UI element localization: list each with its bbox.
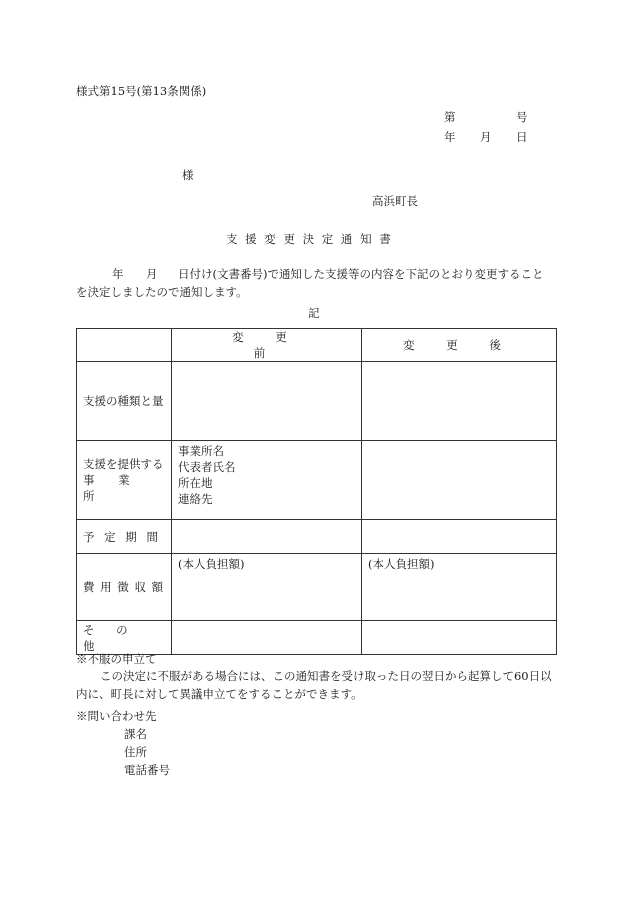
addressee-honorific: 様 <box>182 168 194 182</box>
row-label-fee: 費 用 徴 収 額 <box>77 554 172 621</box>
body-paragraph: 日付け(文書番号)で通知した支援等の内容を下記のとおり変更することを決定しましたので通知します。 <box>76 267 544 300</box>
cell-support-type-before <box>172 362 362 441</box>
cell-support-type-after <box>362 362 557 441</box>
objection-heading: ※不服の申立て <box>76 652 157 666</box>
doc-number-suffix: 号 <box>516 110 528 124</box>
date-month: 月 <box>480 130 492 144</box>
issuer: 高浜町長 <box>372 194 418 208</box>
ki-marker: 記 <box>308 306 320 320</box>
header-blank-cell <box>77 329 172 362</box>
header-after-cell <box>362 329 557 362</box>
table-row <box>77 554 557 621</box>
header-before-label: 変 更 前 <box>232 330 301 361</box>
table-row <box>77 441 557 520</box>
inquiry-phone: 電話番号 <box>124 763 170 777</box>
provider-label-line1: 支援を提供する <box>83 457 164 472</box>
header-before-cell <box>172 329 362 362</box>
inquiry-heading: ※問い合わせ先 <box>76 709 157 723</box>
inquiry-address: 住所 <box>124 745 147 759</box>
row-label-support-type: 支援の種類と量 <box>77 362 172 441</box>
date-day: 日 <box>516 130 528 144</box>
header-after-label: 変 更 後 <box>403 338 515 353</box>
provider-detail-representative: 代表者氏名 <box>178 460 236 475</box>
cell-fee-before: (本人負担額) <box>172 554 362 621</box>
table-row <box>77 621 557 655</box>
row-label-other: そ の 他 <box>77 621 172 655</box>
document-title: 支 援 変 更 決 定 通 知 書 <box>226 232 393 246</box>
provider-detail-address: 所在地 <box>178 476 213 491</box>
provider-detail-contact: 連絡先 <box>178 492 213 507</box>
change-table <box>76 328 557 655</box>
date-year: 年 <box>444 130 456 144</box>
objection-text: この決定に不服がある場合には、この通知書を受け取った日の翌日から起算して60日以内に、町長に対して異議申立てをすることができます。 <box>76 669 552 702</box>
body-year: 年 <box>112 267 124 281</box>
cell-other-before <box>172 621 362 655</box>
cell-fee-after: (本人負担額) <box>362 554 557 621</box>
form-number: 様式第15号(第13条関係) <box>76 84 207 98</box>
cell-provider-before <box>172 441 362 520</box>
table-row <box>77 520 557 554</box>
body-month: 月 <box>146 267 158 281</box>
cell-schedule-before <box>172 520 362 554</box>
provider-detail-name: 事業所名 <box>178 444 224 459</box>
table-header-row <box>77 329 557 362</box>
cell-schedule-after <box>362 520 557 554</box>
inquiry-department: 課名 <box>124 727 147 741</box>
row-label-provider <box>77 441 172 520</box>
cell-other-after <box>362 621 557 655</box>
provider-label-line2: 事 業 所 <box>83 473 140 504</box>
row-label-schedule: 予 定 期 間 <box>77 520 172 554</box>
table-row <box>77 362 557 441</box>
cell-provider-after <box>362 441 557 520</box>
doc-number-prefix: 第 <box>444 110 456 124</box>
